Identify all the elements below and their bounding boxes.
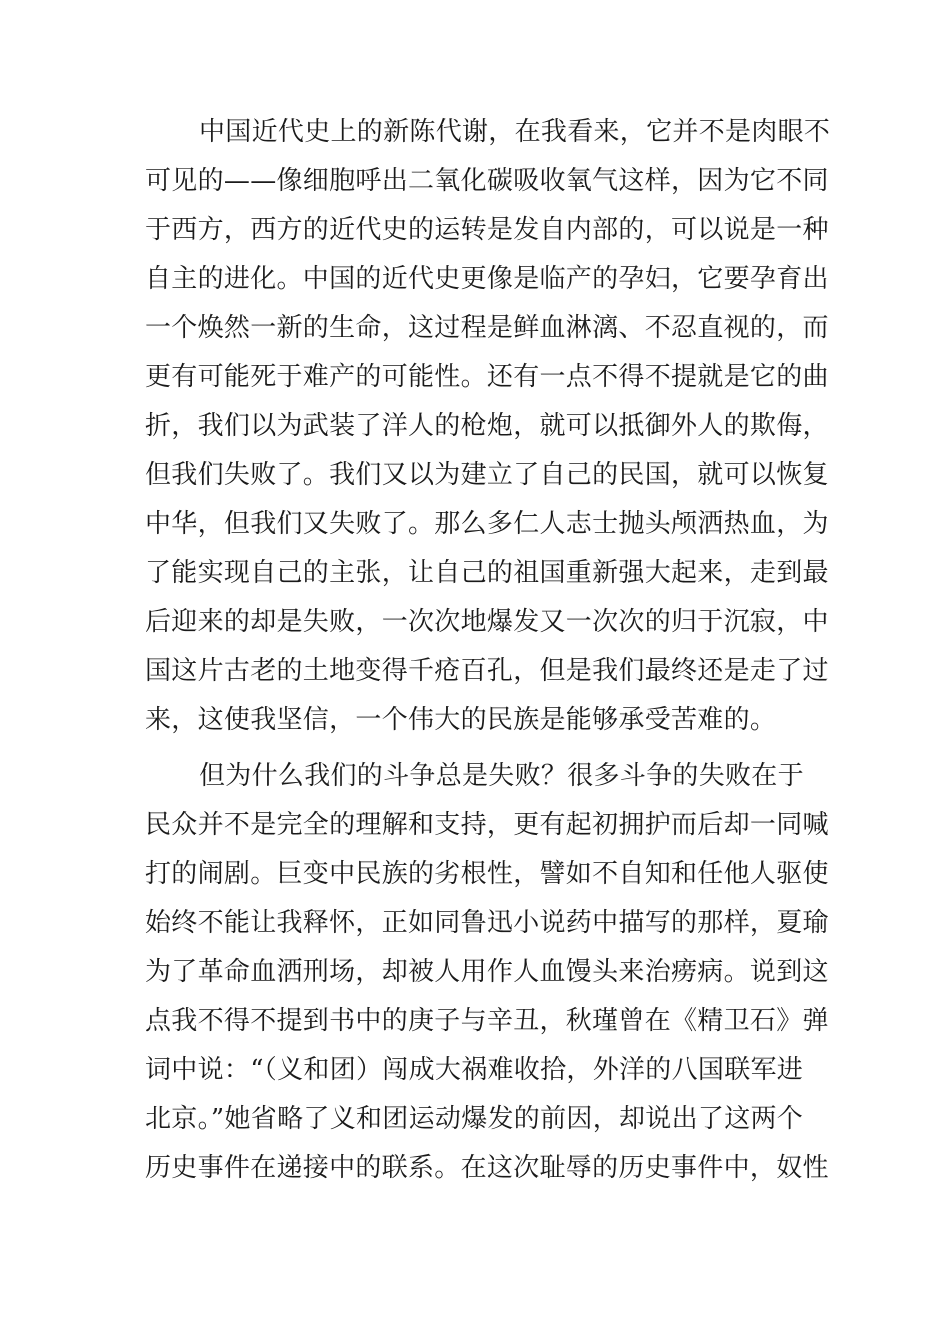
paragraph-line: 了能实现自己的主张，让自己的祖国重新强大起来，走到最	[145, 558, 829, 588]
paragraph-line: 国这片古老的土地变得千疮百孔，但是我们最终还是走了过	[145, 656, 829, 686]
paragraph-line: 于西方，西方的近代史的运转是发自内部的，可以说是一种	[145, 215, 829, 245]
paragraph-line: 中国近代史上的新陈代谢，在我看来，它并不是肉眼不	[199, 117, 831, 147]
paragraph-1	[145, 108, 831, 745]
paragraph-line: 更有可能死于难产的可能性。还有一点不得不提就是它的曲	[145, 362, 829, 392]
paragraph-line: 但我们失败了。我们又以为建立了自己的民国，就可以恢复	[145, 460, 829, 490]
paragraph-line: 民众并不是完全的理解和支持，更有起初拥护而后却一同喊	[145, 810, 829, 840]
paragraph-line: 一个焕然一新的生命，这过程是鲜血淋漓、不忍直视的，而	[145, 313, 829, 343]
paragraph-line: 打的闹剧。巨变中民族的劣根性，譬如不自知和任他人驱使	[145, 859, 829, 889]
paragraph-2	[145, 752, 829, 1193]
paragraph-line: 自主的进化。中国的近代史更像是临产的孕妇，它要孕育出	[145, 264, 829, 294]
paragraph-line: 词中说：“（义和团）闯成大祸难收拾，外洋的八国联军进	[145, 1055, 804, 1085]
paragraph-line: 折，我们以为武装了洋人的枪炮，就可以抵御外人的欺侮，	[145, 411, 829, 441]
paragraph-line: 点我不得不提到书中的庚子与辛丑，秋瑾曾在《精卫石》弹	[145, 1006, 829, 1036]
paragraph-line: 但为什么我们的斗争总是失败？很多斗争的失败在于	[199, 761, 804, 791]
paragraph-line: 中华，但我们又失败了。那么多仁人志士抛头颅洒热血，为	[145, 509, 829, 539]
paragraph-line: 始终不能让我释怀，正如同鲁迅小说药中描写的那样，夏瑜	[145, 908, 829, 938]
paragraph-line: 北京。”她省略了义和团运动爆发的前因，却说出了这两个	[145, 1104, 804, 1134]
paragraph-line: 历史事件在递接中的联系。在这次耻辱的历史事件中，奴性	[145, 1153, 829, 1183]
paragraph-line: 后迎来的却是失败，一次次地爆发又一次次的归于沉寂，中	[145, 607, 829, 637]
paragraph-line: 来，这使我坚信，一个伟大的民族是能够承受苦难的。	[145, 705, 777, 735]
paragraph-line: 可见的——像细胞呼出二氧化碳吸收氧气这样，因为它不同	[145, 166, 829, 196]
paragraph-line: 为了革命血洒刑场，却被人用作人血馒头来治痨病。说到这	[145, 957, 829, 987]
